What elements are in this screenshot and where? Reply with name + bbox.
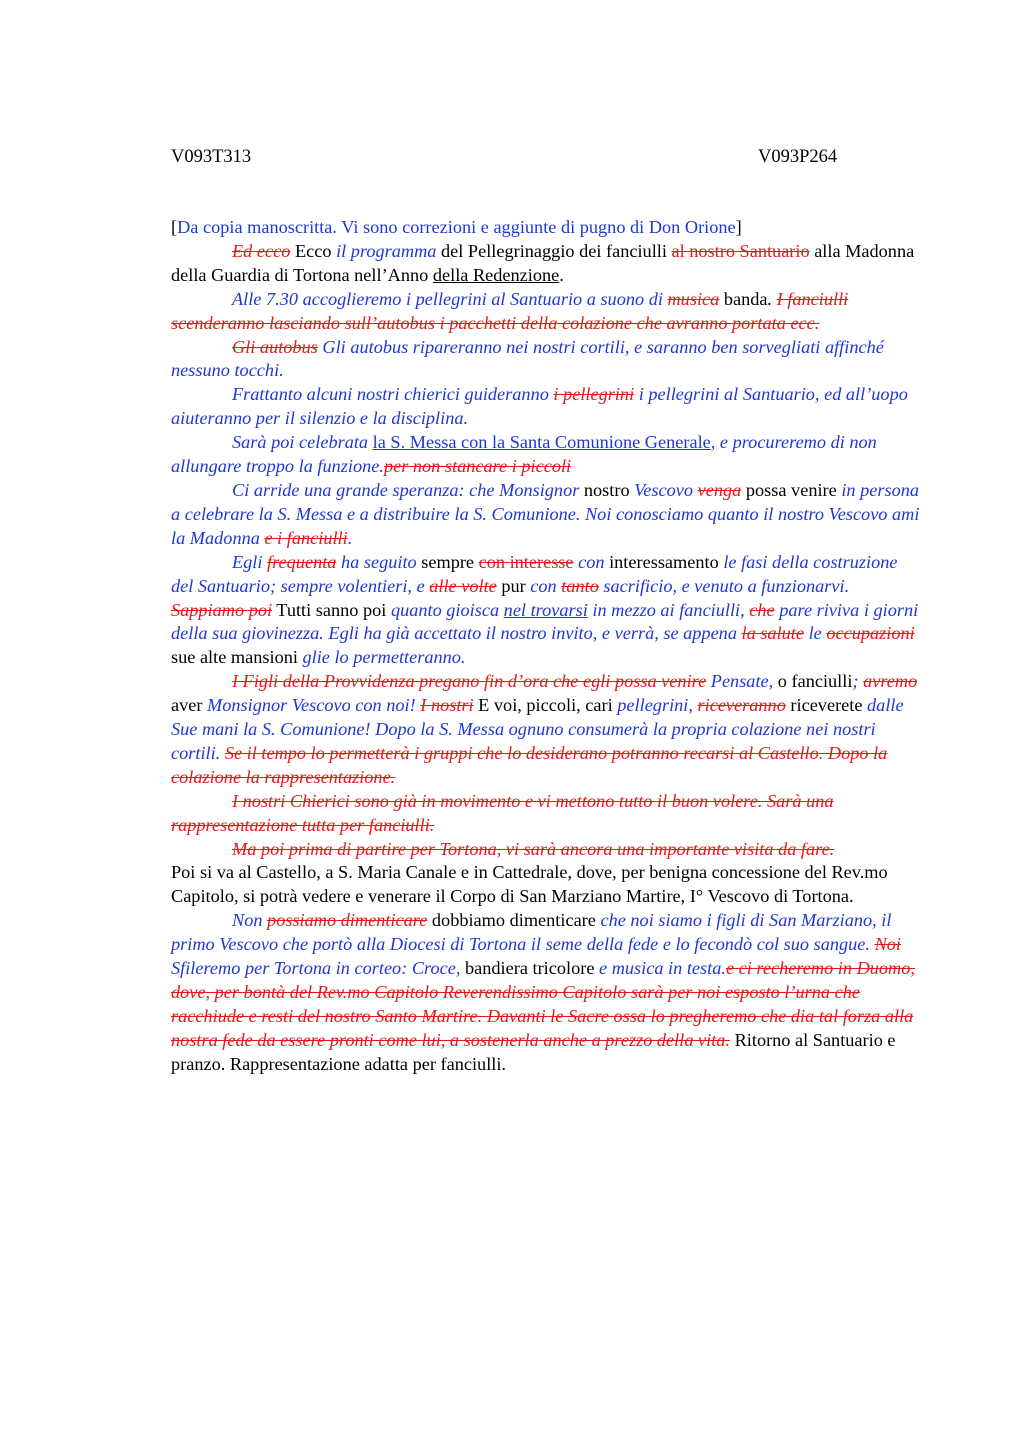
header-code-left: V093T313 bbox=[171, 147, 252, 167]
paragraph-7: Egli frequenta ha seguito sempre con interesse con interessamento le fasi della costruzione del Santuario; sempre volentieri, e alle volte pur con tanto sacrificio, e venuto a funzionarvi. Sappiamo poi Tutti sanno poi quanto gioisca nel trovarsi in mezzo ai fanciulli, che pare riviva i giorni della sua giovinezza. Egli ha già accettato il nostro invito, e verrà, se appena la salute le occupazioni sue alte mansioni glie lo permetteranno. bbox=[171, 551, 919, 668]
header-code-right: V093P264 bbox=[758, 147, 838, 167]
paragraph-1: Ed ecco Ecco il programma del Pellegrinaggio dei fanciulli al nostro Santuario alla Madonna della Guardia di Tortona nell’Anno della Redenzione. bbox=[171, 240, 915, 285]
paragraph-8: I Figli della Provvidenza pregano fin d’ora che egli possa venire Pensate, o fanciulli; avremo aver Monsignor Vescovo con noi! I nostri E voi, piccoli, cari pellegrini, riceveranno riceverete dalle Sue mani la S. Comunione! Dopo la S. Messa ognuno consumerà la propria colazione nei nostri cortili. Se il tempo lo permetterà i gruppi che lo desiderano potranno recarsi al Castello. Dopo la colazione la rappresentazione. bbox=[171, 671, 918, 787]
paragraph-5: Sarà poi celebrata la S. Messa con la Santa Comunione Generale, e procureremo di non allungare troppo la funzione.per non stancare i piccoli bbox=[171, 432, 877, 477]
paragraph-6: Ci arride una grande speranza: che Monsignor nostro Vescovo venga possa venire in persona a celebrare la S. Messa e a distribuire la S. Comunione. Noi conosciamo quanto il nostro Vescovo ami la Madonna e i fanciulli. bbox=[171, 479, 920, 548]
paragraph-9: I nostri Chierici sono già in movimento e vi mettono tutto il buon volere. Sarà una rappresentazione tutta per fanciulli. bbox=[171, 790, 834, 835]
paragraph-4: Frattanto alcuni nostri chierici guideranno i pellegrini i pellegrini al Santuario, ed all’uopo aiuteranno per il silenzio e la disciplina. bbox=[171, 384, 908, 429]
paragraph-2: Alle 7.30 accoglieremo i pellegrini al Santuario a suono di musica banda. I fanciulli scenderanno lasciando sull’autobus i pacchetti della colazione che avranno portata ecc. bbox=[171, 288, 849, 333]
editorial-note: [Da copia manoscritta. Vi sono correzioni e aggiunte di pugno di Don Orione] bbox=[171, 217, 742, 237]
paragraph-3: Gli autobus Gli autobus ripareranno nei nostri cortili, e saranno ben sorvegliati affinché nessuno tocchi. bbox=[171, 336, 884, 381]
paragraph-11: Poi si va al Castello, a S. Maria Canale e in Cattedrale, dove, per benigna concessione del Rev.mo Capitolo, si potrà vedere e venerare il Corpo di San Marziano Martire, I° Vescovo di Tortona. bbox=[171, 862, 888, 907]
paragraph-12: Non possiamo dimenticare dobbiamo dimenticare che noi siamo i figli di San Marziano, il primo Vescovo che portò alla Diocesi di Tortona il seme della fede e lo fecondò col suo sangue. Noi Sfileremo per Tortona in corteo: Croce, bandiera tricolore e musica in testa.e ci recheremo in Duomo, dove, per bontà del Rev.mo Capitolo Reverendissimo Capitolo sarà per noi esposto l’urna che racchiude e resti del nostro Santo Martire. Davanti le Sacre ossa lo pregheremo che dia tal forza alla nostra fede da essere pronti come lui, a sostenerla anche a prezzo della vita. Ritorno al Santuario e pranzo. Rappresentazione adatta per fanciulli. bbox=[171, 910, 915, 1074]
document-body bbox=[171, 216, 923, 1077]
paragraph-10: Ma poi prima di partire per Tortona, vi sarà ancora una importante visita da fare. bbox=[232, 838, 835, 859]
